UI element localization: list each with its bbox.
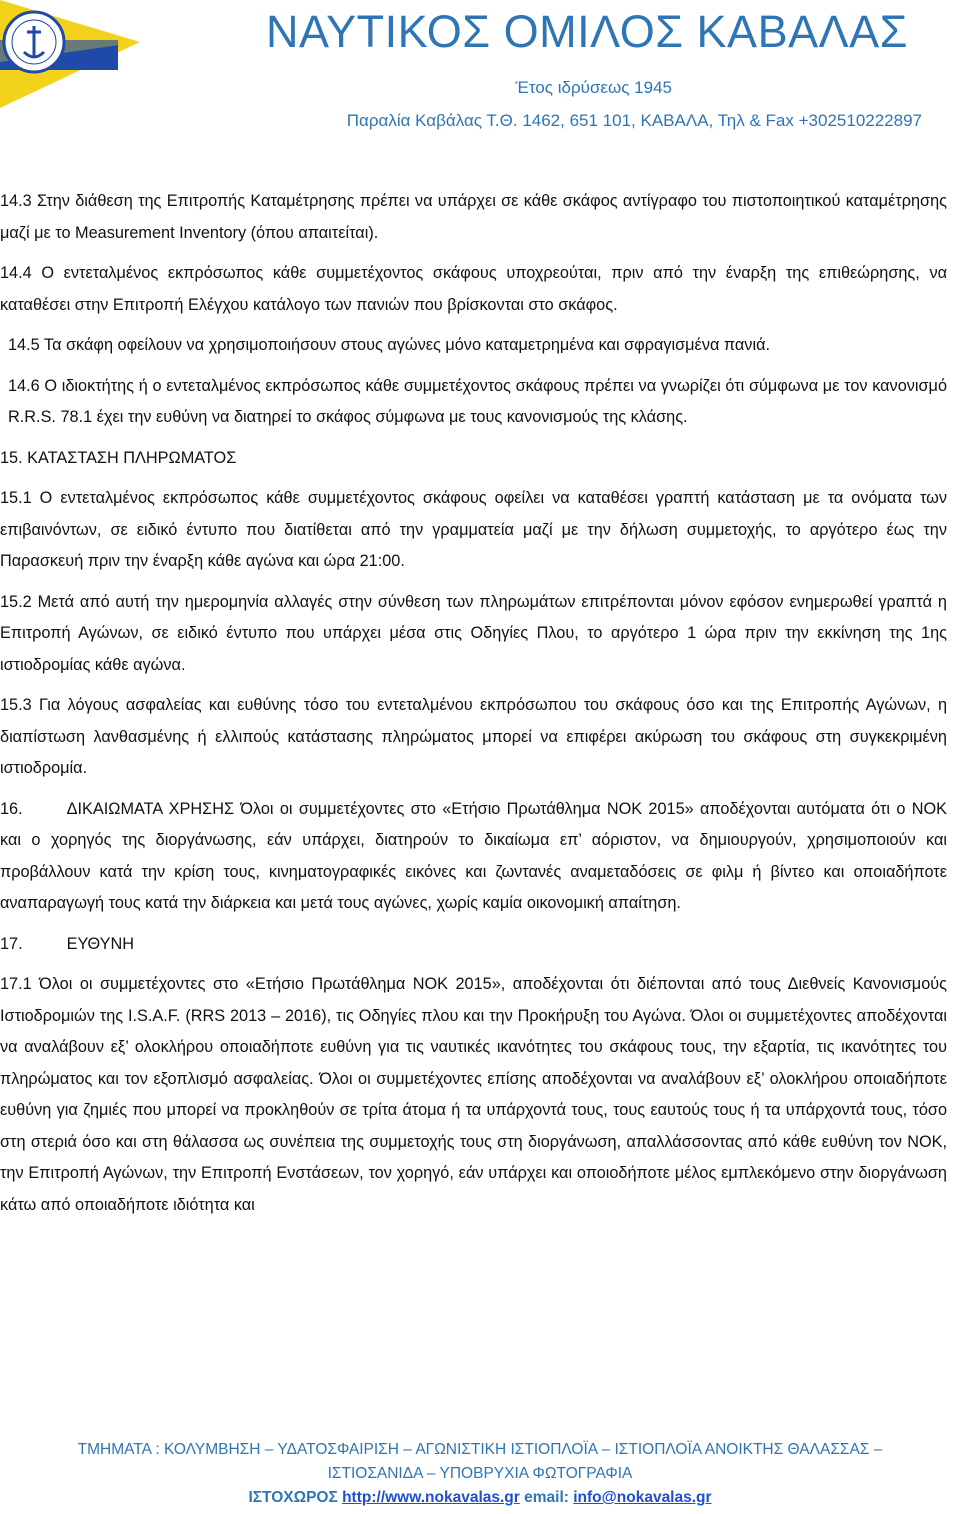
email-link[interactable]: info@nokavalas.gr (573, 1489, 712, 1506)
address: Παραλία Καβάλας Τ.Θ. 1462, 651 101, ΚΑΒΑΛΑ, Τηλ & Fax +302510222897 (346, 111, 922, 130)
club-pennant-logo (0, 0, 140, 108)
letterhead (0, 0, 960, 150)
footer (0, 1438, 960, 1510)
paragraph-14-5: 14.5 Τα σκάφη οφείλουν να χρησιμοποιήσουν στους αγώνες μόνο καταμετρημένα και σφραγισμένα πανιά. (8, 336, 771, 354)
org-name: ΝΑΥΤΙΚΟΣ ΟΜΙΛΟΣ ΚΑΒΑΛΑΣ (265, 6, 908, 57)
founded-year: Έτος ιδρύσεως 1945 (515, 78, 672, 97)
heading-17-number: 17. (0, 934, 23, 953)
paragraph-15-2: 15.2 Μετά από αυτή την ημερομηνία αλλαγές στην σύνθεση των πληρωμάτων επιτρέπονται μόνον εφόσον ενημερωθεί γραπτά η Επιτροπή Αγώνων, σε ειδικό έντυπο που υπάρχει μέσα στις Οδηγίες Πλου, το αργότερο 1 ώρα πριν την εκκίνηση της 1ης ιστιοδρομίας κάθε αγώνα. (0, 592, 947, 674)
paragraph-14-4: 14.4 Ο εντεταλμένος εκπρόσωπος κάθε συμμετέχοντος σκάφους υποχρεούται, πριν από την έναρξη της επιθεώρησης, να καταθέσει στην Επιτροπή Ελέγχου κατάλογο των πανιών που βρίσκονται στο σκάφος. (0, 264, 947, 314)
paragraph-16 (0, 794, 947, 920)
paragraph-15-3: 15.3 Για λόγους ασφαλείας και ευθύνης τόσο του εντεταλμένου εκπρόσωπου του σκάφους όσο και της Επιτροπής Αγώνων, η διαπίστωση λανθασμένης ή ελλιπούς κατάστασης πληρώματος μπορεί να επιφέρει ακύρωση του σκάφους στη συγκεκριμένη ιστιοδρομία. (0, 696, 947, 777)
paragraph-15-1: 15.1 Ο εντεταλμένος εκπρόσωπος κάθε συμμετέχοντος σκάφους οφείλει να καταθέσει γραπτή κατάσταση με τα ονόματα των επιβαινόντων, σε ειδικό έντυπο που διατίθεται από την γραμματεία μαζί με την δήλωση συμμετοχής, το αργότερο έως την Παρασκευή πριν την έναρξη κάθε αγώνα και ώρα 21:00. (0, 489, 947, 570)
document-body (0, 186, 947, 1221)
footer-sections-line-2: ΙΣΤΙΟΣΑΝΙΔΑ – ΥΠΟΒΡΥΧΙΑ ΦΩΤΟΓΡΑΦΙΑ (327, 1465, 633, 1482)
paragraph-14-6: 14.6 Ο ιδιοκτήτης ή ο εντεταλμένος εκπρόσωπος κάθε συμμετέχοντος σκάφους πρέπει να γνωρίζει ότι σύμφωνα με τον κανονισμό R.R.S. 78.1 έχει την ευθύνη να διατηρεί το σκάφος σύμφωνα με τους κανονισμούς της κλάσης. (8, 376, 947, 426)
paragraph-14-3: 14.3 Στην διάθεση της Επιτροπής Καταμέτρησης πρέπει να υπάρχει σε κάθε σκάφος αντίγραφο του πιστοποιητικού καταμέτρησης μαζί με το Measurement Inventory (όπου απαιτείται). (0, 192, 947, 242)
paragraph-17-1: 17.1 Όλοι οι συμμετέχοντες στο «Ετήσιο Πρωτάθλημα ΝΟΚ 2015», αποδέχονται ότι διέπονται από τους Διεθνείς Κανονισμούς Ιστιοδρομιών της I.S.A.F. (RRS 2013 – 2016), τις Οδηγίες πλου και την Προκήρυξη του Αγώνα. Όλοι οι συμμετέχοντες αποδέχονται να αναλάβουν εξ’ ολοκλήρου οποιαδήποτε ευθύνη για τις ναυτικές ικανότητες του σκάφους τους, την εξαρτία, τις ικανότητες του πληρώματος και τον εξοπλισμό ασφαλείας. Όλοι οι συμμετέχοντες επίσης αποδέχονται να αναλάβουν εξ’ ολοκλήρου οποιαδήποτε ευθύνη για ζημιές που μπορεί να προκληθούν σε τρίτα άτομα ή τα υπάρχοντά τους, τους εαυτούς τους ή τα υπάρχοντά τους, τόσο στη στεριά όσο και στη θάλασσα ως συνέπεια της συμμετοχής τους στη διοργάνωση, απαλλάσσοντας από κάθε ευθύνη τον ΝΟΚ, την Επιτροπή Αγώνων, την Επιτροπή Ενστάσεων, τον χορηγό, εάν υπάρχει και οποιοδήποτε μέλος εμπλεκόμενο στην διοργάνωση κάτω από οποιαδήποτε ιδιότητα και (0, 975, 947, 1214)
paragraph-16-text: ΔΙΚΑΙΩΜΑΤΑ ΧΡΗΣΗΣ Όλοι οι συμμετέχοντες στο «Ετήσιο Πρωτάθλημα ΝΟΚ 2015» αποδέχονται αυτόματα ότι ο ΝΟΚ και ο χορηγός της διοργάνωσης, εάν υπάρχει, διατηρούν το δικαίωμα επ’ αόριστον, να δημιουργούν, χρησιμοποιούν και προβάλλουν κατά την κρίση τους, κινηματογραφικές εικόνες και ζωντανές αναμεταδόσεις σε φιλμ ή βίντεο και οποιαδήποτε αναπαραγωγή τους κατά την διάρκεια και μετά τους αγώνες, χωρίς καμία οικονομική απαίτηση. (0, 799, 947, 912)
website-label: ΙΣΤΟΧΩΡΟΣ (248, 1489, 338, 1506)
email-label: email: (524, 1489, 569, 1506)
heading-17-text: ΕΥΘΥΝΗ (66, 934, 134, 953)
paragraph-16-number: 16. (0, 799, 23, 818)
footer-sections-line-1: ΤΜΗΜΑΤΑ : ΚΟΛΥΜΒΗΣΗ – ΥΔΑΤΟΣΦΑΙΡΙΣΗ – ΑΓΩΝΙΣΤΙΚΗ ΙΣΤΙΟΠΛΟΪΑ – ΙΣΤΙΟΠΛΟΪΑ ΑΝΟΙΚΤΗΣ ΘΑΛΑΣΣΑΣ – (77, 1441, 883, 1458)
website-link[interactable]: http://www.nokavalas.gr (342, 1489, 520, 1506)
footer-contact (0, 1486, 960, 1510)
heading-15: 15. ΚΑΤΑΣΤΑΣΗ ΠΛΗΡΩΜΑΤΟΣ (0, 448, 237, 467)
heading-17 (0, 929, 947, 961)
